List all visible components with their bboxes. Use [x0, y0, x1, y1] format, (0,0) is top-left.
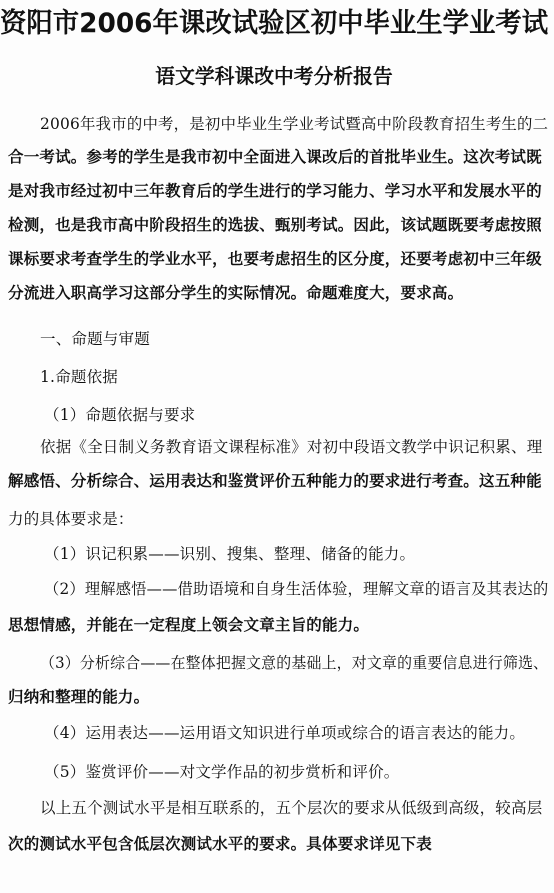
ability-item-2-cont: 思想情感，并能在一定程度上领会文章主旨的能力。 [8, 615, 370, 634]
closing-line: 次的测试水平包含低层次测试水平的要求。具体要求详见下表 [8, 834, 432, 853]
ability-item-3: （3）分析综合——在整体把握文意的基础上，对文章的重要信息进行筛选、 [40, 654, 549, 672]
intro-line: 检测，也是我市高中阶段招生的选拔、甄别考试。因此，该试题既要考虑按照 [8, 215, 542, 234]
document-title: 资阳市2006年课改试验区初中毕业生学业考试 [0, 8, 549, 39]
intro-line: 合一考试。参考的学生是我市初中全面进入课改后的首批毕业生。这次考试既 [8, 147, 542, 166]
document-subtitle: 语文学科课改中考分析报告 [155, 64, 393, 88]
ability-item-3-cont: 归纳和整理的能力。 [8, 687, 150, 706]
subsubsection-heading: （1）命题依据与要求 [44, 406, 196, 424]
ability-item-4: （4）运用表达——运用语文知识进行单项或综合的语言表达的能力。 [44, 724, 526, 742]
ability-item-2: （2）理解感悟——借助语境和自身生活体验，理解文章的语言及其表达的 [44, 580, 549, 598]
intro-line: 2006年我市的中考，是初中毕业生学业考试暨高中阶段教育招生考生的二 [40, 115, 549, 133]
ability-item-5: （5）鉴赏评价——对文学作品的初步赏析和评价。 [44, 763, 400, 781]
section-heading: 一、命题与审题 [40, 330, 150, 348]
subsection-heading: 1.命题依据 [40, 368, 118, 386]
basis-line: 力的具体要求是： [8, 510, 134, 528]
basis-line: 解感悟、分析综合、运用表达和鉴赏评价五种能力的要求进行考查。这五种能 [8, 471, 542, 490]
ability-item-1: （1）识记积累——识别、搜集、整理、储备的能力。 [44, 545, 416, 563]
intro-line: 分流进入职高学习这部分学生的实际情况。命题难度大，要求高。 [8, 283, 464, 302]
intro-line: 课标要求考查学生的学业水平，也要考虑招生的区分度，还要考虑初中三年级 [8, 249, 542, 268]
basis-line: 依据《全日制义务教育语文课程标准》对初中段语文教学中识记积累、理 [40, 438, 543, 456]
closing-line: 以上五个测试水平是相互联系的，五个层次的要求从低级到高级，较高层 [40, 799, 543, 817]
intro-line: 是对我市经过初中三年教育后的学生进行的学习能力、学习水平和发展水平的 [8, 181, 542, 200]
